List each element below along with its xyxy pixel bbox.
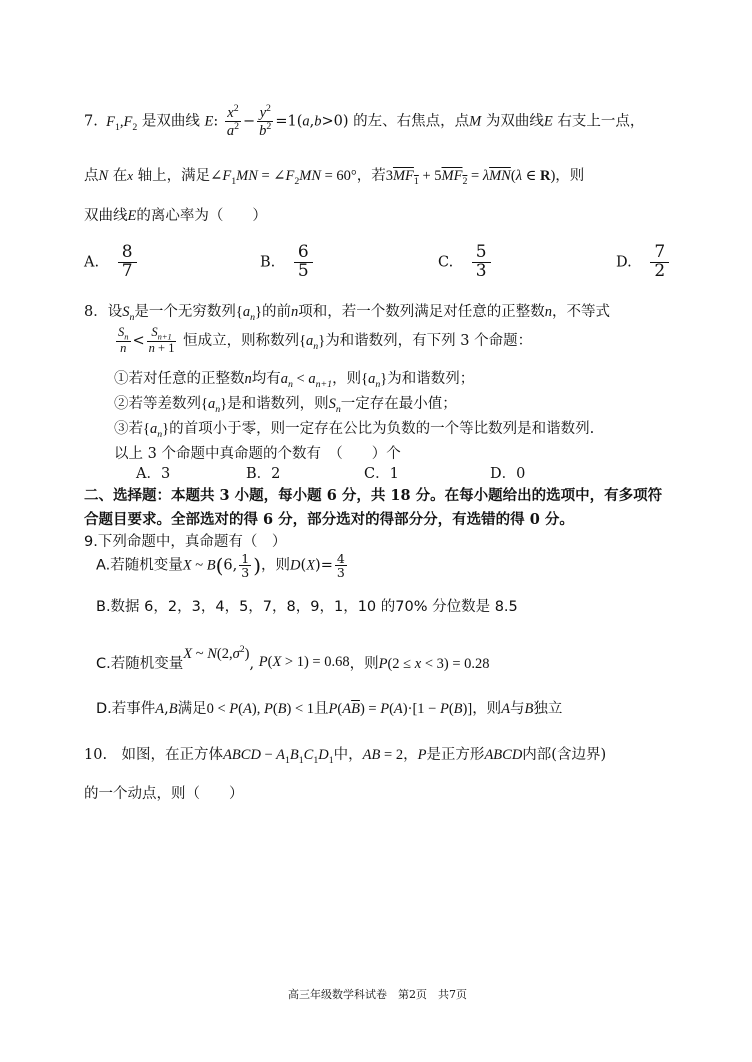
q8-option-c: C．1	[364, 466, 399, 482]
q9-option-a: A.若随机变量X ~ B(6, $\frac{1}{3}$ )，则D(X)= $\frac{4}{3}$	[96, 551, 345, 581]
q7-option-d: D. $\frac{7}{2}$	[616, 244, 671, 281]
q8-line1: 8．设$S_n$是一个无穷数列$\{a_n\}$的前n项和，若一个数列满足对任意的正整数n，不等式	[84, 304, 611, 323]
q8-item-1: ①若对任意的正整数n均有$a_n < a_{n+1}$，则$\{a_n\}$为和谐数列；	[114, 371, 475, 390]
page-footer: 高三年级数学科试卷 第2页 共7页	[288, 988, 467, 1001]
q10-line1: 10. 如图，在正方体ABCD − $A_1B_1C_1D_1$中，AB = 2，P是正方形ABCD内部(含边界)	[84, 747, 607, 766]
q7-option-c: C. $\frac{5}{3}$	[438, 244, 493, 281]
q7-foci: $F_1,F_2$	[102, 113, 138, 133]
q7-text-b: 的左、右焦点，点	[353, 113, 470, 130]
q8-option-a: A．3	[136, 466, 171, 482]
q8-summary: 以上 3 个命题中真命题的个数有 （ ）个	[114, 446, 401, 462]
section2-heading-line1: 二、选择题：本题共 3 小题，每小题 6 分，共 18 分。在每小题给出的选项中，有多项符	[84, 487, 663, 504]
q7-option-a: A. $\frac{8}{7}$	[84, 244, 139, 281]
q9-option-d: D.若事件A,B满足0 < P(A), P(B) < 1且$P(A\overline{B}) = P(A)\cdot[1 - P(B)]$，则A与B独立	[96, 701, 563, 717]
q7-text-c: 为双曲线	[485, 113, 544, 130]
q7-text-a: 是双曲线	[141, 113, 200, 130]
q8-line2: $\frac{S_n}{n}$ < $\frac{S_{n+1}}{n + 1}$ 恒成立，则称数列$\{a_n\}$为和谐数列，有下列 3 个命题：	[118, 325, 533, 356]
q7-frac-x: $\frac{x^2}{a^2}$	[226, 103, 240, 139]
q7-line2: 点N 在x 轴上，满足$\angle F_1MN$ = $\angle F_2MN = 60^\circ$，若$3MF_1 + 5MF_2 = \lambda\overline{MN}(\lambda$ ∈ R)，则	[84, 168, 585, 187]
q9-stem: 9.下列命题中，真命题有（ ）	[84, 534, 287, 550]
section2-heading-line2: 合题目要求。全部选对的得 6 分，部分选对的得部分分，有选错的得 0 分。	[84, 511, 574, 528]
q7-vector-eq: $3MF_1 + 5MF_2 = \lambda\overline{MN}(\lambda$ ∈ R)	[385, 168, 556, 187]
q7-option-b: B. $\frac{6}{5}$	[260, 244, 315, 281]
q7-hyperbola-eq: E	[204, 113, 214, 130]
q9-option-b: B.数据 6，2，3，4，5，7，8，9，1，10 的70% 分位数是 8.5	[96, 599, 518, 615]
q7-frac-y: $\frac{y^2}{b^2}$	[259, 103, 272, 139]
q8-item-3: ③若$\{a_n\}$的首项小于零，则一定存在公比为负数的一个等比数列是和谐数列.	[114, 421, 595, 440]
q7-line1: 7. $F_1,F_2$ 是双曲线 E: $\frac{x^2}{a^2}$ − $\frac{y^2}{b^2}$ =1(a,b>0) 的左、右焦点，点M 为双曲线E 右支上一点，	[84, 103, 645, 139]
q7-text-d: 右支上一点，	[557, 113, 645, 130]
q8-option-b: B．2	[246, 466, 281, 482]
q9-option-c: C.若随机变量X ~ $N(2,\sigma^2)$, P(X > 1) = 0.68，则P(2 ≤ x < 3) = 0.28	[96, 644, 490, 672]
q8-option-d: D．0	[490, 466, 526, 482]
q7-number: 7.	[84, 113, 98, 130]
q7-line3: 双曲线E的离心率为（ ）	[84, 208, 267, 224]
q10-line2: 的一个动点，则（ ）	[84, 786, 244, 802]
q7-angle-eq: $\angle F_1MN$ = $\angle F_2MN = 60^\circ$	[210, 168, 357, 187]
q8-item-2: ②若等差数列$\{a_n\}$是和谐数列，则$S_n$一定存在最小值；	[114, 396, 457, 415]
